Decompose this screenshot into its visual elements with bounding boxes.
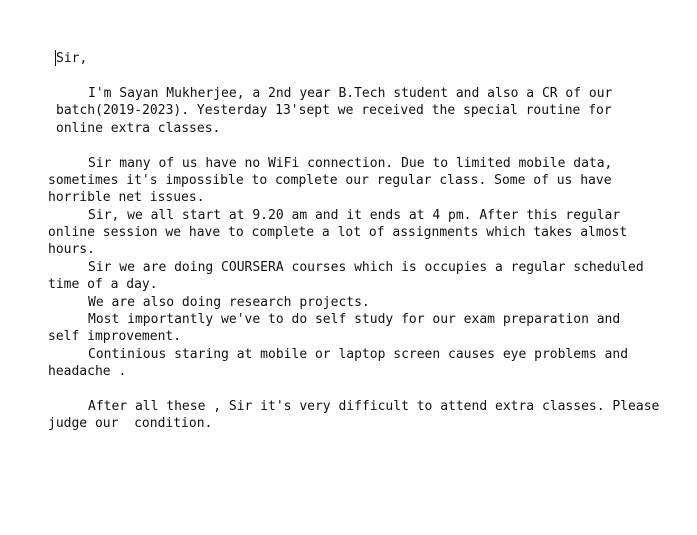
paragraph-8-line-2: judge our condition. <box>48 416 213 431</box>
paragraph-4-line-1: Sir we are doing COURSERA courses which is occupies a regular scheduled <box>88 260 644 275</box>
paragraph-2-line-1: Sir many of us have no WiFi connection. Due to limited mobile data, <box>88 156 613 171</box>
paragraph-6-line-2: self improvement. <box>48 329 182 344</box>
paragraph-1-line-3: online extra classes. <box>56 121 221 136</box>
paragraph-3-line-3: hours. <box>48 242 95 257</box>
paragraph-3-line-2: online session we have to complete a lot of assignments which takes almost <box>48 225 628 240</box>
paragraph-1-line-2: batch(2019-2023). Yesterday 13'sept we received the special routine for <box>56 103 612 118</box>
paragraph-7-line-2: headache . <box>48 364 127 379</box>
paragraph-4-line-2: time of a day. <box>48 277 158 292</box>
paragraph-5-line-1: We are also doing research projects. <box>88 295 370 310</box>
salutation: Sir, <box>56 51 88 66</box>
paragraph-2-line-2: sometimes it's impossible to complete our regular class. Some of us have <box>48 173 612 188</box>
paragraph-6-line-1: Most importantly we've to do self study for our exam preparation and <box>88 312 621 327</box>
paragraph-2-line-3: horrible net issues. <box>48 190 205 205</box>
paragraph-8-line-1: After all these , Sir it's very difficult to attend extra classes. Please <box>88 399 660 414</box>
paragraph-3-line-1: Sir, we all start at 9.20 am and it ends at 4 pm. After this regular <box>88 208 621 223</box>
paragraph-1-line-1: I'm Sayan Mukherjee, a 2nd year B.Tech student and also a CR of our <box>88 86 613 101</box>
paragraph-7-line-1: Continious staring at mobile or laptop screen causes eye problems and <box>88 347 629 362</box>
